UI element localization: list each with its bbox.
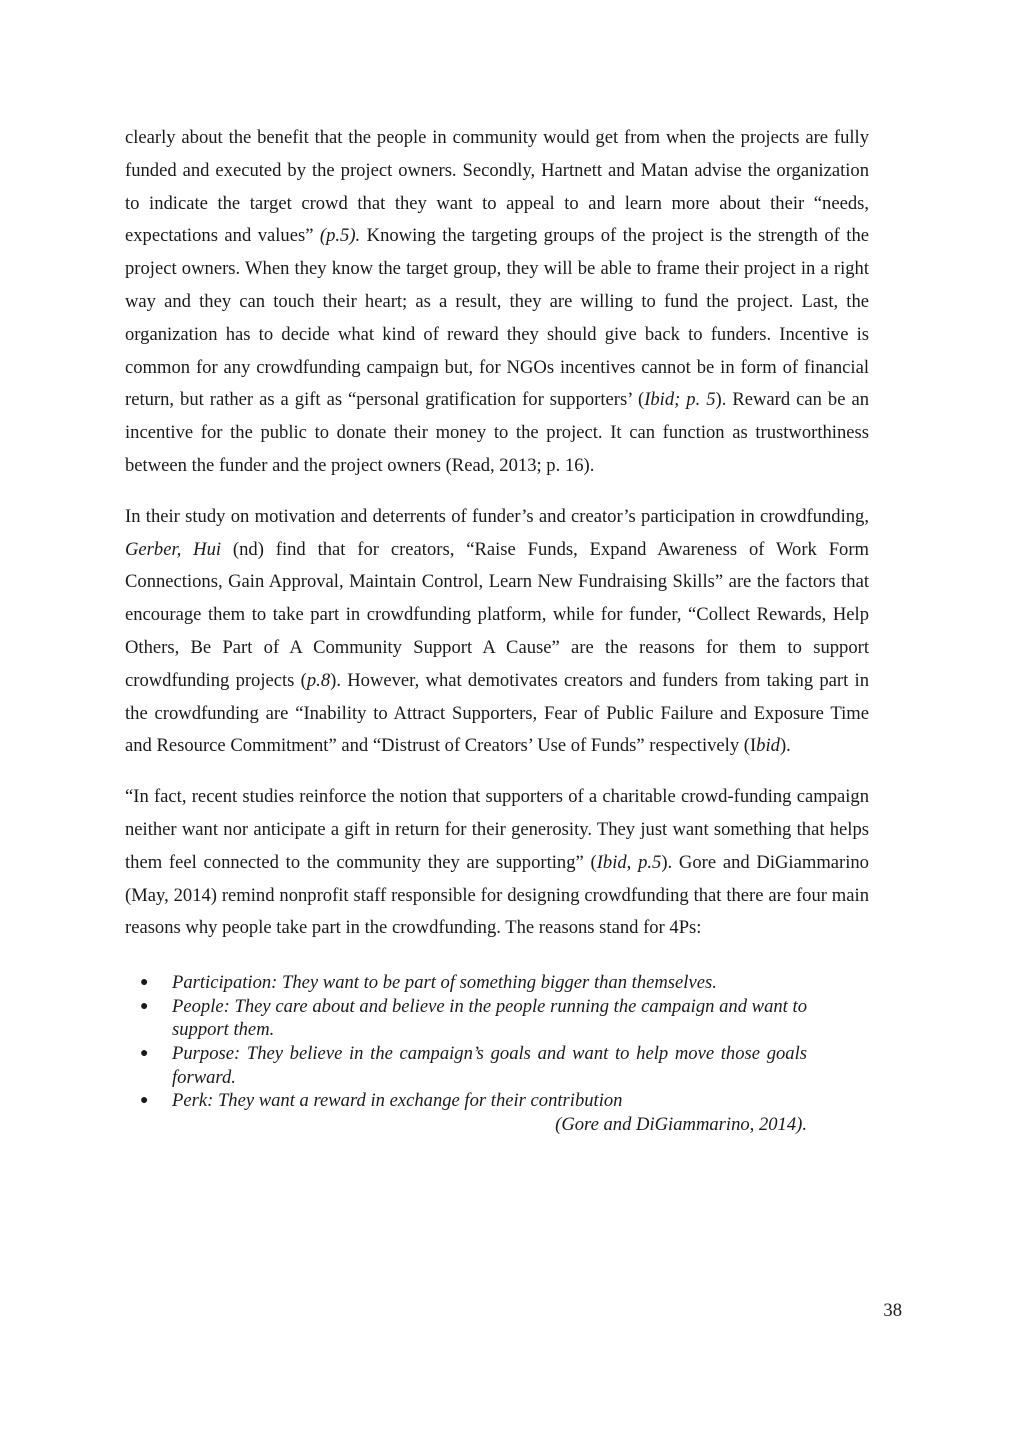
p2-seg-1: Gerber, Hui [125, 538, 222, 560]
p3-seg-1: Ibid, p.5 [596, 851, 662, 873]
p2-seg-0: In their study on motivation and deterrents of funder’s and creator’s participation in crowdfunding, [125, 505, 869, 527]
four-ps-list [125, 971, 807, 1113]
bullet-icon: ● [140, 1045, 149, 1061]
paragraph-1 [125, 122, 869, 483]
page-number: 38 [883, 1300, 902, 1321]
paragraph-3 [125, 781, 869, 945]
p2-seg-6: ). [779, 735, 791, 757]
body-text [125, 122, 869, 1137]
p1-seg-3: Ibid; p. 5 [644, 389, 716, 411]
list-item-text: People: They care about and believe in the people running the campaign and want to support them. [172, 995, 807, 1041]
list-item-text: Perk: They want a reward in exchange for their contribution [172, 1090, 623, 1112]
list-item-text: Participation: They want to be part of something bigger than themselves. [172, 972, 717, 994]
list-item [125, 1089, 807, 1113]
list-item [125, 1042, 807, 1089]
p3-seg-2: ). Gore and DiGiammarino (May, 2014) remind nonprofit staff responsible for designing crowdfunding that there are four main reasons why people take part in the crowdfunding. The reasons stand for 4Ps: [125, 851, 869, 939]
citation: (Gore and DiGiammarino, 2014). [555, 1113, 807, 1135]
p2-seg-2: (nd) find that for creators, “Raise Funds, Expand Awareness of Work Form Connections, Gain Approval, Maintain Control, Learn New Fundraising Skills” are the factors that encourage them to take part in crowdfunding platform, while for funder, “Collect Rewards, Help Others, Be Part of A Community Support A Cause” are the reasons for them to support crowdfunding projects ( [125, 538, 869, 691]
paragraph-2 [125, 501, 869, 763]
p2-seg-5: bid [756, 735, 780, 757]
bullet-icon: ● [140, 975, 149, 991]
p2-seg-3: p.8 [306, 669, 331, 691]
p1-seg-2: Knowing the targeting groups of the project is the strength of the project owners. When they know the target group, they will be able to frame their project in a right way and they can touch their heart; as a result, they are willing to fund the project. Last, the organization has to decide what kind of reward they should give back to funders. Incentive is common for any crowdfunding campaign but, for NGOs incentives cannot be in form of financial return, but rather as a gift as “personal gratification for supporters’ ( [125, 225, 869, 411]
bullet-icon: ● [140, 1093, 149, 1109]
list-item [125, 995, 807, 1042]
p1-seg-0: clearly about the benefit that the people in community would get from when the projects are fully funded and executed by the project owners. Secondly, Hartnett and Matan advise the organization to indicate the target crowd that they want to appeal to and learn more about their “needs, expectations and values” [125, 127, 869, 247]
p3-seg-0: “In fact, recent studies reinforce the notion that supporters of a charitable crowd-funding campaign neither want nor anticipate a gift in return for their generosity. They just want something that helps them feel connected to the community they are supporting” ( [125, 786, 869, 873]
p1-seg-1: (p.5). [319, 225, 361, 247]
bullet-icon: ● [140, 998, 149, 1014]
list-item-text: Purpose: They believe in the campaign’s goals and want to help move those goals forward. [172, 1042, 807, 1088]
p2-seg-4: ). However, what demotivates creators and funders from taking part in the crowdfunding are “Inability to Attract Supporters, Fear of Public Failure and Exposure Time and Resource Commitment” and “Distrust of Creators’ Use of Funds” respectively (I [125, 669, 869, 757]
p1-seg-4: ). Reward can be an incentive for the public to donate their money to the project. It can function as trustworthiness between the funder and the project owners (Read, 2013; p. 16). [125, 389, 869, 476]
list-item [125, 971, 807, 995]
